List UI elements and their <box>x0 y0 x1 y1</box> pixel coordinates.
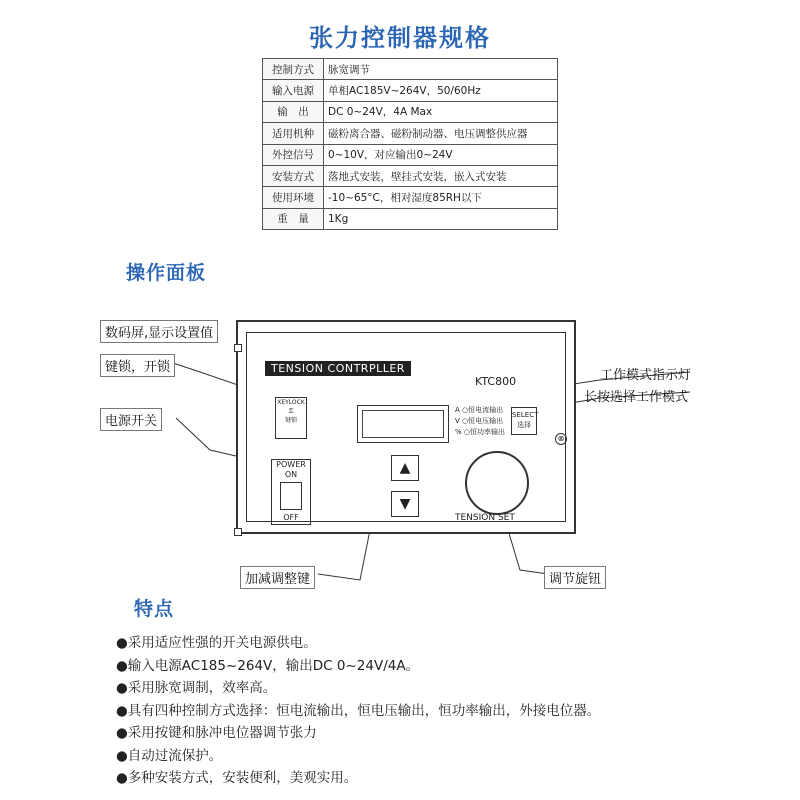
callout-power: 电源开关 <box>100 408 162 431</box>
select-button[interactable] <box>511 407 537 435</box>
increase-button[interactable]: ▲ <box>391 455 419 481</box>
list-item: ●多种安装方式，安装便利，美观实用。 <box>116 770 358 786</box>
panel-corner <box>234 344 242 352</box>
panel-corner <box>234 528 242 536</box>
select-sub-label: 选择 <box>517 421 531 429</box>
knob-label: TENSION SET <box>455 513 515 523</box>
callout-keylock: 键锁，开锁 <box>100 354 175 377</box>
spec-value: 落地式安装，壁挂式安装，嵌入式安装 <box>324 165 558 186</box>
list-item: ●采用脉宽调制，效率高。 <box>116 680 277 696</box>
key-icon: ⚿ <box>288 408 294 415</box>
power-title: POWER <box>276 460 306 469</box>
spec-key: 重 量 <box>263 208 324 229</box>
spec-key: 安装方式 <box>263 165 324 186</box>
keylock-label: XEYLOCK <box>277 399 305 406</box>
list-item: ●输入电源AC185~264V，输出DC 0~24V/4A。 <box>116 657 420 674</box>
control-panel <box>236 320 576 534</box>
mode-current: A ○恒电流输出 <box>455 406 504 414</box>
spec-value: 磁粉离合器、磁粉制动器、电压调整供应器 <box>324 123 558 144</box>
callout-knob: 调节旋钮 <box>544 566 606 589</box>
callout-display: 数码屏,显示设置值 <box>100 320 218 343</box>
spec-value: 脉宽调节 <box>324 59 558 80</box>
spec-value: 0~10V，对应输出0~24V <box>324 144 558 165</box>
list-item: ●自动过流保护。 <box>116 747 223 764</box>
spec-key: 输 出 <box>263 101 324 122</box>
keylock-sub-label: 键锁 <box>284 417 297 424</box>
callout-adjust-keys: 加减调整键 <box>240 566 315 589</box>
digital-display <box>357 405 449 443</box>
display-screen <box>362 410 444 438</box>
spec-value: 1Kg <box>324 208 558 229</box>
spec-value: 单相AC185V~264V，50/60Hz <box>324 80 558 101</box>
model-label: KTC800 <box>475 375 517 388</box>
select-label: SELECT <box>512 411 539 419</box>
features-title: 特点 <box>134 598 175 620</box>
panel-inner <box>246 332 566 522</box>
tension-knob[interactable] <box>465 451 529 515</box>
keylock-switch[interactable] <box>275 397 307 439</box>
list-item: ●采用适应性强的开关电源供电。 <box>116 635 317 651</box>
power-on-label: ON <box>284 470 298 479</box>
mode-voltage: V ○恒电压输出 <box>455 417 504 425</box>
callout-long-press: 长按选择工作模式 <box>584 390 689 405</box>
features-list <box>116 632 600 790</box>
spec-key: 输入电源 <box>263 80 324 101</box>
spec-key: 适用机种 <box>263 123 324 144</box>
panel-section-title: 操作面板 <box>126 262 207 284</box>
power-off-label: OFF <box>283 513 299 522</box>
list-item: ●具有四种控制方式选择：恒电流输出，恒电压输出，恒功率输出，外接电位器。 <box>116 702 601 719</box>
brand-label: TENSION CONTRPLLER <box>265 361 411 376</box>
spec-value: DC 0~24V，4A Max <box>324 101 558 122</box>
spec-key: 控制方式 <box>263 59 324 80</box>
spec-key: 外控信号 <box>263 144 324 165</box>
callout-mode-light: 工作模式指示灯 <box>600 368 692 383</box>
power-switch[interactable] <box>271 459 311 525</box>
screw-icon: ⊗ <box>555 433 567 445</box>
rocker-switch[interactable] <box>280 482 302 510</box>
mode-indicators <box>455 405 505 438</box>
spec-key: 使用环境 <box>263 187 324 208</box>
list-item: ●采用按键和脉冲电位器调节张力 <box>116 725 317 741</box>
mode-power: % ○恒功率输出 <box>455 428 505 436</box>
spec-value: -10~65°C，相对湿度85RH以下 <box>324 187 558 208</box>
page-title: 张力控制器规格 <box>309 24 491 52</box>
decrease-button[interactable]: ▼ <box>391 491 419 517</box>
